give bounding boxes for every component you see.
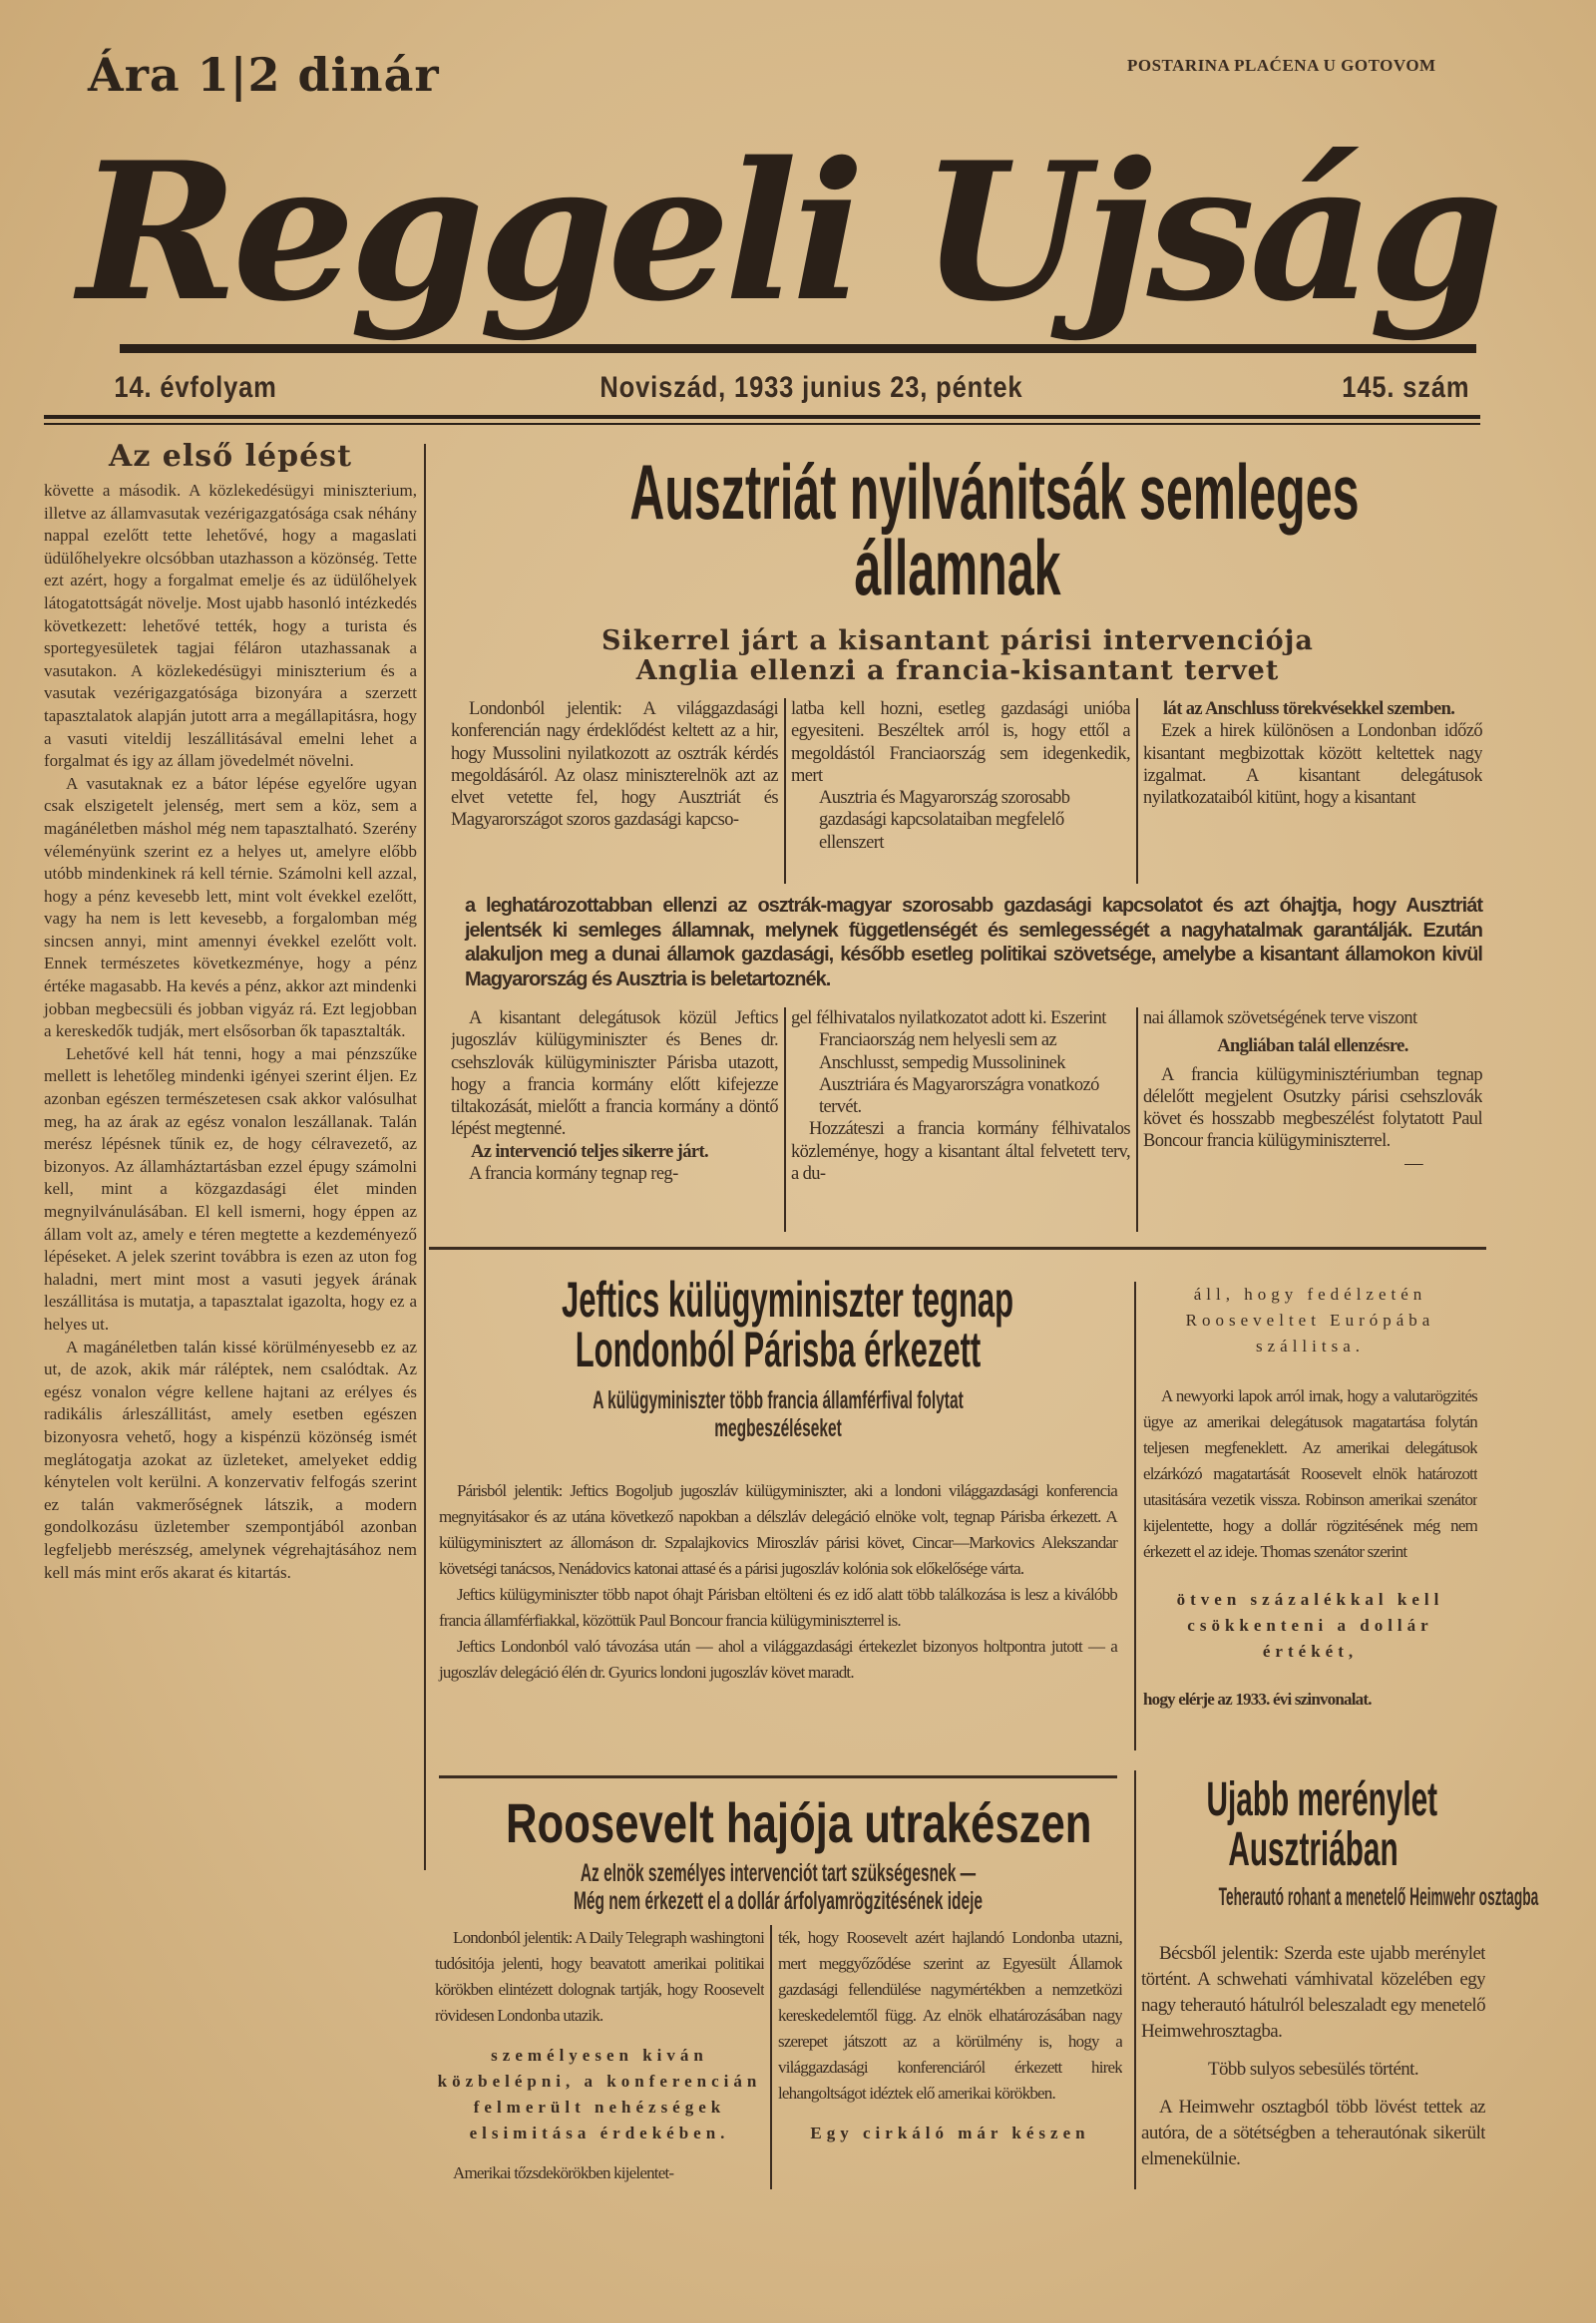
headline-line: Ausztriában [1228, 1823, 1398, 1876]
subheading: Több sulyos sebesülés történt. [1207, 2059, 1419, 2080]
spaced-text: áll, hogy fedélzetén Rooseveltet Európába szállitsa. [1185, 1285, 1435, 1355]
main-subhead-line-2: Anglia ellenzi a francia-kisantant tervet [635, 655, 1280, 686]
paragraph: Párisból jelentik: Jeftics Bogoljub jugoszláv külügyminiszter, aki a londoni világgazdasági konferencia megnyitásakor és az utána következő napokban a délszláv delegáció elnöke volt, tegnap Párisba érkezett. A külügyminisztert az állomáson dr. Szpalajkovics Miroszláv párisi követ, Cincar—Markovics Alekszandar követségi tanácsos, Nenádovics katonai attasé és a párisi jugoszláv kolónia sok előkelősége várta. [439, 1481, 1117, 1578]
subhead-line: A külügyminiszter több francia államférfival folytat [593, 1386, 964, 1414]
paragraph: Hozzáteszi a francia kormány félhivatalos közleménye, hogy a kisantant által felvetett terv, a du- [791, 1119, 1130, 1185]
column-rule [1134, 1770, 1136, 2189]
paragraph: Londonból jelentik: A világgazdasági konferencián nagy érdeklődést keltett az a hir, hogy Mussolini nyilatkozott az osztrák kérdés megoldásáról. Az olasz miniszterelnök azt az elvet vetette fel, hogy Ausztriát és Magyarországot szoros gazdasági kapcso- [451, 699, 778, 831]
paragraph: gel félhivatalos nyilatkozatot adott ki. Eszerint [791, 1008, 1106, 1028]
paragraph: A newyorki lapok arról irnak, hogy a valutarögzités ügye az amerikai delegátusok magatartása folytán teljesen megfeneklett. Az amerikai delegátusok elzárkózó magatartását Roosevelt elnök határozott utasitására vezetik vissza. Robinson amerikai szenátor kijelentette, hogy a dollár rögzitésének még nem érkezett el az ideje. Thomas szenátor szerint [1143, 1386, 1477, 1561]
paragraph: Ezek a hirek különösen a Londonban időző kisantant megbizottak között keltettek nagy izgalmat. A kisantant delegátusok nyilatkozataiból kitünt, hogy a kisantant [1143, 721, 1482, 809]
spaced-text: személyesen kiván közbelépni, a konferencián felmerült nehézségek elsimitása érdekében. [437, 2046, 762, 2142]
paragraph: Lehetővé kell hát tenni, hogy a mai pénzszűke mellett is lehetőleg mindenki igényei szerint éljen. Ez azonban egészen természetesen csak akkor valósulhat meg, ha az árak az egész vonalon leszállanak. Talán merész lépésnek tűnik ez, de hogy célravezető, az bizonyos. Az államháztartásban ezzel épugy számolni kell, mint a közgazdasági élet minden megnyilvánulásában. El kell ismerni, hogy éppen az állam volt az, amely e téren megtette a kezdeményező lépéseket. A jelek szerint továbbra is ezen az uton fog haladni, mert mint most a vasuti jegyek árának leszállitása is mutatja, a tapasztalat igazolta, hogy ez a helyes ut. [44, 1043, 417, 1334]
end-dash: — [1404, 1153, 1422, 1174]
main-bold-paragraph: a leghatározottabban ellenzi az osztrák-magyar szorosabb gazdasági kapcsolatot és azt óhajtja, hogy Ausztriát jelentsék ki semleges államnak, melynek függetlenségét és semlegességét a nagyhatalmak garantálják. Ezután alakuljon meg a dunai államok gazdasági, később esetleg politikai szövetsége, amelybe a kisantant államokon kivül Magyarország és Ausztria is beletartoznék. [465, 895, 1482, 990]
main-headline [429, 448, 1486, 611]
roosevelt-headline [429, 1791, 1127, 1854]
spaced-text: Egy cirkáló már készen [810, 2124, 1090, 2142]
attack-subhead [1141, 1883, 1539, 1911]
attack-body [1141, 1941, 1485, 2172]
jeftics-article [429, 1272, 1127, 1686]
main-col-2 [791, 698, 1130, 888]
column-rule [1134, 1282, 1136, 1750]
main-col-3 [1143, 698, 1482, 888]
paragraph: Jeftics Londonból való távozása után — ahol a világgazdasági értekezlet bizonyos holtpontra jutott — a jugoszláv delegáció élén dr. Gyurics londoni jugoszláv követ maradt. [439, 1637, 1117, 1682]
masthead-logo [78, 121, 1498, 352]
paragraph: Londonból jelentik: A Daily Telegraph washingtoni tudósitója jelenti, hogy beavatott amerikai politikai körökben elintézett dolognak tartják, hogy Roosevelt rövidesen Londonba utazik. [435, 1928, 764, 2025]
left-article-title: Az első lépést [109, 439, 352, 474]
main-col-4 [451, 1007, 778, 1237]
column-rule [770, 1925, 772, 2189]
column-rule [1136, 698, 1138, 884]
paragraph: Jeftics külügyminiszter több napot óhajt Párisban eltölteni és ez idő alatt több találkozása is lesz a kiválóbb francia államférfiakkal, közöttük Paul Boncour francia külügyminiszterrel is. [439, 1585, 1117, 1630]
column-rule [784, 698, 786, 884]
section-rule [439, 1775, 1117, 1778]
main-headline-line-2: államnak [854, 524, 1061, 611]
main-col-5 [791, 1007, 1130, 1237]
masthead-rule [120, 344, 1476, 353]
paragraph: Amerikai tőzsdekörökben kijelentet- [453, 2163, 674, 2182]
paragraph: követte a második. A közlekedésügyi miniszterium, illetve az államvasutak vezérigazgatósága csak néhány nappal ezelőtt tette lehetővé, hogy a magaslati üdülőhelyekre olcsóbban utazhasson a közönség. Tette ezt azért, hogy a forgalmat emelje és az üdülőhelyek látogatottságát növelje. Most ujabb hasonló intézkedés következett: lehetővé tették, hogy a turista és sportegyesületek tagjai féláron utazhassanak a vasutakon. A közlekedésügyi miniszterium és a vasutak vezérigazgatósága bizonyára a szerzett tapasztalatok alapján jutott arra a megállapitásra, hogy a vasuti viteldij leszállitásával emelni lehet a forgalmat és igy az állam jövedelmét növelni. [44, 481, 417, 771]
roosevelt-subhead [429, 1859, 1127, 1915]
subhead-line: megbeszéléseket [714, 1414, 842, 1442]
paragraph: ték, hogy Roosevelt azért hajlandó Londonba utazni, mert meggyőződése szerint az Egyesült Államok gazdasági fellendülése nagymértékben a nemzetközi kereskedelemtől függ. Az elnök elhatározásában nagy szerepet játszott az a körülmény is, hogy a világgazdasági konferenciáról érkezett hirek lehangoltságot idéztek elő amerikai körökben. [778, 1928, 1122, 2103]
attack-headline [1141, 1775, 1485, 1875]
issue-number: 145. szám [1342, 371, 1470, 404]
headline-line: Londonból Párisba érkezett [575, 1322, 982, 1377]
headline-line: Roosevelt hajója utrakészen [506, 1791, 1092, 1854]
header-rule [44, 415, 1480, 419]
paragraph: nai államok szövetségének terve viszont [1143, 1008, 1417, 1028]
price-label: Ára 1|2 dinár [88, 48, 440, 102]
paragraph: hogy elérje az 1933. évi szinvonalat. [1143, 1690, 1372, 1709]
masthead-title: Reggeli Ujság [78, 121, 1498, 343]
paragraph: Franciaország nem helyesli sem az Anschlusst, sempedig Mussolininek Ausztriára és Magyarországra vonatkozó tervét. [819, 1030, 1099, 1118]
paragraph: A kisantant delegátusok közül Jeftics jugoszláv külügyminiszter és Benes dr. csehszlovák külügyminiszter Párisba utazott, hogy a francia kormány előtt kifejezze tiltakozását, mielőtt a francia kormány a döntő lépést megtenné. [451, 1008, 778, 1140]
volume: 14. évfolyam [114, 371, 277, 404]
column-rule [424, 444, 426, 1870]
paragraph: A francia külügyminisztériumban tegnap délelőtt megjelent Osutzky párisi csehszlovák követ és hosszabb megbeszélést folytatott Paul Boncour francia külügyminiszterrel. [1143, 1064, 1482, 1152]
attack-article [1141, 1773, 1539, 2172]
main-col-6 [1143, 1007, 1482, 1242]
headline-line: Jeftics külügyminiszter tegnap [562, 1272, 1014, 1328]
dollar-column [1143, 1282, 1477, 1750]
paragraph: latba kell hozni, esetleg gazdasági unióba egyesiteni. Beszéltek arról is, hogy ettől a megoldástól Franciaország sem idegenkedik, mert [791, 699, 1130, 786]
paragraph: A vasutaknak ez a bátor lépése egyelőre ugyan csak elszigetelt jelenség, mert sem a köz, sem a magánéletben máshol még nem tapasztalható. Szerény véleményünk szerint ez a helyes ut, amelyre előbb utóbb mindenkinek rá kell térnie. Számolni kell azzal, hogy a pénz kevesebb lett, mint volt évekkel ezelőtt, vagy ha nem is lett kevesebb, a forgalomban még sincsen annyi, mint amennyi évekkel ezelőtt volt. Ennek természetes következménye, hogy a pénz értéke magasabb. Ha kevés a pénz, akkor azt mindenki jobban megbecsüli és jobban vigyáz rá. Ezt legjobban a kereskedők tudják, mert elsősorban ők tapasztalták. [44, 773, 417, 1041]
roosevelt-col-2 [778, 1925, 1122, 2194]
roosevelt-article [429, 1791, 1127, 1915]
date-place: Noviszád, 1933 junius 23, péntek [599, 371, 1023, 404]
jeftics-headline [429, 1272, 1127, 1377]
paragraph: A Heimwehr osztagból több lövést tettek az autóra, de a sötétségben a teherautónak sikerült elmenekülnie. [1141, 2097, 1485, 2169]
main-col-1 [451, 698, 778, 888]
paragraph: Bécsből jelentik: Szerda este ujabb merénylet történt. A schwehati vámhivatal közelében egy nagy teherautó hátulról beleszaladt egy menetelő Heimwehrosztagba. [1141, 1943, 1485, 2042]
subheading: Angliában talál ellenzésre. [1217, 1036, 1408, 1057]
paragraph: lát az Anschluss törekvésekkel szemben. [1163, 699, 1455, 719]
subheading: Az intervenció teljes sikerre járt. [471, 1141, 709, 1162]
jeftics-subhead [429, 1386, 1127, 1442]
subhead-line: Az elnök személyes intervenciót tart szükségesnek — [580, 1859, 977, 1887]
main-headline-line-1: Ausztriát nyilvánitsák semleges [629, 448, 1360, 536]
roosevelt-col-1 [435, 1925, 764, 2194]
jeftics-body [429, 1478, 1127, 1686]
dateline [100, 371, 1481, 405]
headline-line: Ujabb merénylet [1206, 1773, 1438, 1826]
paragraph: Ausztria és Magyarország szorosabb gazdasági kapcsolataiban megfelelő ellenszert [819, 788, 1070, 853]
paragraph: A magánéletben talán kissé körülményesebb ez az ut, de azok, akik már ráléptek, nem csalódtak. Az egész vonalon végre kellene hajtani az erélyes és radikális árleszállitást, amely esetben egészen bizonyosra vehető, hogy a kispénzü közönség ismét meglátogatja azokat az üzleteket, amelyeket eddig kénytelen volt kerülni. A konzervativ felfogás szerint ez talán vakmerőségnek látszik, a modern gondolkozásu üzletember szempontjából azonban legfeljebb merészség, amelynek végrehajtásához nem kell más mint erős akarat és kitartás. [44, 1337, 417, 1582]
main-subhead [439, 626, 1476, 686]
paragraph: A francia kormány tegnap reg- [469, 1164, 678, 1185]
subhead-line: Még nem érkezett el a dollár árfolyamrögzitésének ideje [573, 1887, 984, 1915]
header-rule-thin [44, 423, 1480, 425]
column-rule [784, 1007, 786, 1232]
left-article [44, 439, 417, 1584]
postage-note: POSTARINA PLAĆENA U GOTOVOM [1127, 56, 1436, 75]
column-rule [1136, 1007, 1138, 1232]
spaced-text: ötven százalékkal kell csökkenteni a dollár értékét, [1176, 1590, 1444, 1661]
section-rule [429, 1247, 1486, 1250]
main-subhead-line-1: Sikerrel járt a kisantant párisi intervenciója [601, 625, 1314, 656]
subhead-line: Teherautó rohant a menetelő Heimwehr osztagba [1218, 1883, 1539, 1911]
